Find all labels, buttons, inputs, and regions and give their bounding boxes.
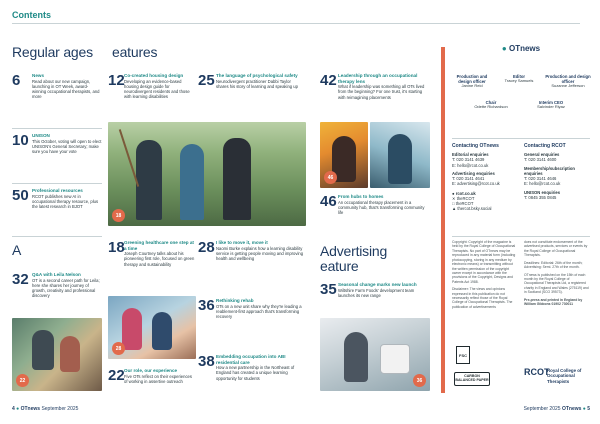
feature-item-25[interactable] xyxy=(198,73,303,89)
item-number: 35 xyxy=(320,281,337,298)
contact-label: General enquiries xyxy=(524,152,560,157)
item-text: An occupational therapy placement in a community hub, that's transforming community life xyxy=(338,199,425,215)
rcot-name: Royal College of Occupational Therapists xyxy=(547,368,582,384)
page-title: Contents xyxy=(12,10,51,20)
contact-phone[interactable]: T: 020 3141 4639 xyxy=(452,157,485,163)
page-badge: 22 xyxy=(16,374,29,387)
item-number: 28 xyxy=(198,239,215,256)
item-heading: Rethinking rehab xyxy=(216,298,254,303)
role-label: Editor xyxy=(512,74,526,79)
item-text: OTs on a new unit share why they're leading a reablement-first approach that's transforming recovery xyxy=(216,303,302,319)
footer-date: September 2025 xyxy=(523,406,561,412)
feature-item-12[interactable] xyxy=(108,73,196,100)
footer-magazine: OTnews xyxy=(20,406,41,412)
item-heading: I like to move it, move it xyxy=(216,240,268,245)
item-number: 36 xyxy=(198,297,215,314)
divider xyxy=(452,236,590,237)
page-number: 4 xyxy=(12,406,15,412)
bluesky-icon: ▲ xyxy=(452,206,457,212)
divider xyxy=(12,183,102,184)
accent-bar xyxy=(441,47,445,393)
feature-item-18[interactable] xyxy=(108,240,196,267)
feature-item-38[interactable] xyxy=(198,354,306,381)
feature-item-36[interactable] xyxy=(198,298,306,319)
item-number: 10 xyxy=(12,132,29,149)
item-text: Joseph Courtney talks about his pioneering first role, focused on green therapy and sustainability xyxy=(124,251,195,267)
item-number: 22 xyxy=(108,367,125,384)
contact-email[interactable]: E: hello@rcot.co.uk xyxy=(524,181,561,187)
feature-item-28[interactable] xyxy=(198,240,306,261)
photo-leadership xyxy=(320,122,368,188)
item-number: 12 xyxy=(108,72,125,89)
contact-title: Contacting OTnews xyxy=(452,143,499,149)
page-badge: 18 xyxy=(112,209,125,222)
item-number: 46 xyxy=(320,193,337,210)
x-icon: ✕ xyxy=(452,195,456,201)
item-heading: Seasonal change marks new launch xyxy=(338,282,417,287)
role-label: Chair xyxy=(485,100,497,105)
page-badge: 36 xyxy=(413,374,426,387)
role-label: Production and design officer xyxy=(456,74,488,85)
section-advertising-feature: Advertising eature xyxy=(320,243,388,274)
regular-item-10[interactable] xyxy=(12,133,102,154)
contact-email[interactable]: E: advertising@rcot.co.uk xyxy=(452,181,500,187)
item-heading: Leadership through an occupational therapy lens xyxy=(338,73,418,84)
footer-magazine: OTnews xyxy=(561,406,582,412)
item-number: 25 xyxy=(198,72,215,89)
carbon-balanced-logo: CARBON BALANCED PAPER xyxy=(454,372,490,386)
contact-phone[interactable]: T: 020 3141 4600 xyxy=(524,157,557,163)
photo-assertive-outreach xyxy=(12,318,102,391)
x-link[interactable]: ✕ theRCOT xyxy=(452,195,475,201)
item-text: How a new partnership in the Northeast of England has created a unique learning opportunity for students xyxy=(216,365,295,381)
website-link[interactable]: ● rcot.co.uk xyxy=(452,190,476,196)
item-number: 6 xyxy=(12,72,21,89)
otnews-logo: ● OTnews xyxy=(501,44,541,53)
item-heading: Our role, our experience xyxy=(124,368,178,373)
contact-otnews xyxy=(452,143,520,212)
feature-item-22[interactable] xyxy=(108,368,196,384)
item-heading: UNISON xyxy=(32,133,50,138)
footer-left: 4 ● OTnews September 2025 xyxy=(12,406,79,412)
item-text: OT is a second career path for Leila; here she shares her journey of growth, creativity and professional discovery xyxy=(32,277,100,299)
item-text: Wiltshire Farm Foods' development team launches its new range xyxy=(338,287,415,298)
contact-phone[interactable]: T: 0845 355 0845 xyxy=(524,194,557,200)
divider xyxy=(12,236,102,237)
role-value: Suzanne Jefferson xyxy=(551,83,585,89)
page-number: 5 xyxy=(587,406,590,412)
item-heading: Co-created housing design xyxy=(124,73,184,78)
item-text: This October, voting will open to elect UNISON's General Secretary; make sure you have your vote xyxy=(32,138,102,154)
item-heading: Professional resources xyxy=(32,188,83,193)
regular-item-50[interactable] xyxy=(12,188,102,209)
fsc-logo: FSC xyxy=(456,346,470,364)
photo-leadership-2 xyxy=(370,122,430,188)
divider xyxy=(12,128,102,129)
staff-row-2 xyxy=(466,100,576,110)
rcot-logo: RCOT xyxy=(524,367,550,377)
contact-email[interactable]: E: hello@rcot.co.uk xyxy=(452,162,489,168)
feature-item-42[interactable] xyxy=(320,73,430,100)
role-value: Odette Richardson xyxy=(474,104,508,110)
footer-date: September 2025 xyxy=(41,406,79,412)
section-qa: A xyxy=(12,242,22,258)
item-text: What if leadership was something all OTs lived from the beginning? For one trust, it's starting with reimagining placements xyxy=(338,84,425,100)
publication-info: does not constitute endorsement of the advertised products, services or events by the Royal College of Occupational Therapists. Deadlines: Editorial: 26th of the month; Advertising: Semi. 27th of the month. OTnews is published on the 15th of each month by the Royal College of Occupational Therapists Ltd, a registered charity in England and Wales (275119) and in Scotland (SCO 39573). Pre-press and printed in England by William Gibbons 01902 730011 xyxy=(524,240,589,307)
globe-icon: ● xyxy=(452,190,455,196)
section-regular-pages: Regular ages xyxy=(12,44,93,60)
contact-label: UNISON enquiries xyxy=(524,189,561,195)
photo-greening-healthcare xyxy=(108,122,306,226)
instagram-link[interactable]: □ theRCOT xyxy=(452,201,474,206)
divider xyxy=(452,138,590,139)
section-features: eatures xyxy=(112,44,158,60)
photo-move-it xyxy=(108,296,196,359)
item-number: 42 xyxy=(320,72,337,89)
header-divider xyxy=(12,23,580,24)
item-heading: Embedding occupation into ABI residential care xyxy=(216,354,286,365)
instagram-icon: □ xyxy=(452,201,455,206)
role-value: Salvinder Riyaz xyxy=(537,104,565,110)
feature-item-46[interactable] xyxy=(320,194,430,215)
contact-rcot xyxy=(524,143,592,200)
item-text: Neurodivergent practitioner Dabbi Taylor shares his story of learning and speaking up xyxy=(216,78,298,89)
item-text: Naomi Burke explains how a learning disability service is getting people moving and improving health and wellbeing xyxy=(216,245,304,261)
contact-label: Advertising enquiries xyxy=(452,170,495,176)
item-heading: Q&A with Leila Nelson xyxy=(32,272,81,277)
contact-label: Editorial enquiries xyxy=(452,152,489,157)
role-label: Interim CEO xyxy=(538,100,564,105)
page-badge: 46 xyxy=(324,171,337,184)
item-heading: News xyxy=(32,73,45,78)
regular-item-6[interactable] xyxy=(12,73,102,100)
item-number: 18 xyxy=(108,239,125,256)
item-heading: From hubs to homes xyxy=(338,194,384,199)
staff-row-1 xyxy=(450,74,592,89)
contact-label: Membership/subscription enquiries xyxy=(524,165,575,176)
role-label: Production and design officer xyxy=(545,74,591,85)
item-text: Developing an evidence-based housing design guide for neurodivergent residents and those with learning disabilities xyxy=(124,78,190,100)
role-value: Janine Reid xyxy=(461,83,483,89)
item-text: RCOT publishes new AI in occupational therapy resource, plus the latest research in BJOT xyxy=(32,193,99,209)
contact-phone[interactable]: T: 020 3141 4641 xyxy=(452,176,485,181)
bluesky-link[interactable]: ▲ thercot.bsky.social xyxy=(452,206,492,212)
photo-wiltshire-farm-foods xyxy=(320,318,430,391)
advert-item-35[interactable] xyxy=(320,282,430,298)
contents-header xyxy=(12,10,580,24)
role-value: Tracey Samuels xyxy=(504,78,534,84)
footer-right: September 2025 OTnews ● 5 xyxy=(523,406,590,412)
item-text: Five OTs reflect on their experiences of working in assertive outreach xyxy=(124,373,192,384)
item-heading: The language of psychological safety xyxy=(216,73,298,78)
qa-item-32[interactable] xyxy=(12,272,102,299)
item-heading: Greening healthcare one step at a time xyxy=(124,240,194,251)
page-badge: 28 xyxy=(112,342,125,355)
item-number: 50 xyxy=(12,187,29,204)
contact-title: Contacting RCOT xyxy=(524,143,566,149)
copyright-text: Copyright: Copyright of the magazine is held by the Royal College of Occupational Therapists. No part of OTnews may be reproduced in any material form (including photocopying, storing in any medium by electronic means) or transmitting without the written permission of the copyright owner except in accordance with the provisions of the Copyright, Designs and Patents Act 1988. Disclaimer: The views and opinions expressed in this publication do not necessarily reflect those of the Royal College of Occupational Therapists. The publication of advertisements xyxy=(452,240,516,309)
item-text: Read about our new campaign, launching in OT Week, award-winning occupational therapists, and more xyxy=(32,78,100,100)
contact-phone[interactable]: T: 020 3141 4646 xyxy=(524,176,557,181)
otnews-masthead xyxy=(452,44,590,53)
item-number: 38 xyxy=(198,353,215,370)
item-number: 32 xyxy=(12,271,29,288)
